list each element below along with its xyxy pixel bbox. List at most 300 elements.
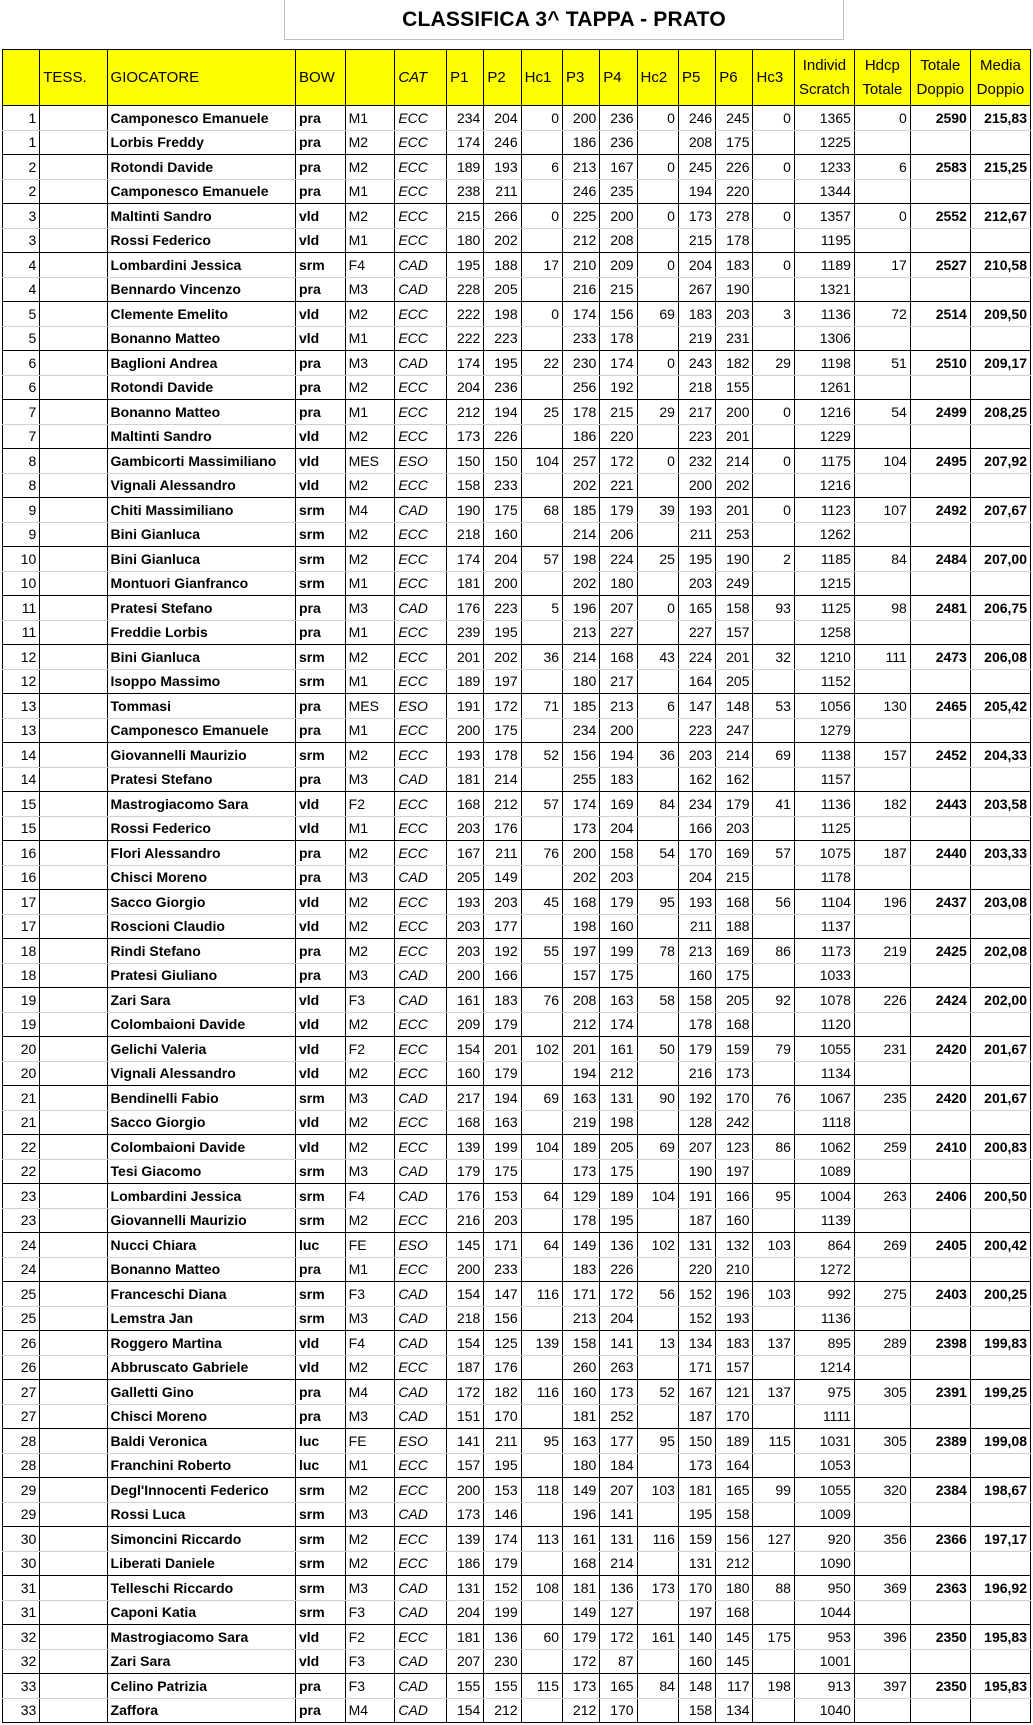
cell-media-doppio: [970, 1061, 1030, 1086]
cell-individ-scratch: 1123: [794, 498, 854, 523]
cell-media-doppio: [970, 1502, 1030, 1527]
cell-individ-scratch: 1344: [794, 179, 854, 204]
cell-p1: 181: [447, 1625, 484, 1650]
cell-rank: 30: [3, 1527, 40, 1552]
cell-class: F3: [345, 1649, 395, 1674]
cell-p2: 266: [484, 204, 521, 229]
cell-p1: 190: [447, 498, 484, 523]
cell-tess: [40, 1698, 107, 1723]
cell-p3: 157: [563, 963, 600, 988]
cell-media-doppio: 208,25: [970, 400, 1030, 425]
cell-individ-scratch: 1067: [794, 1086, 854, 1111]
cell-hc1: [521, 326, 562, 351]
cell-player-name: Baglioni Andrea: [107, 351, 295, 376]
cell-individ-scratch: 1210: [794, 645, 854, 670]
cell-player-name: Chisci Moreno: [107, 1404, 295, 1429]
cell-hc2: [637, 130, 678, 155]
cell-class: M2: [345, 743, 395, 768]
cell-tess: [40, 1576, 107, 1601]
cell-individ-scratch: 1001: [794, 1649, 854, 1674]
cell-hc1: 108: [521, 1576, 562, 1601]
cell-media-doppio: [970, 1404, 1030, 1429]
cell-hc1: [521, 767, 562, 792]
cell-individ-scratch: 1321: [794, 277, 854, 302]
cell-tess: [40, 1453, 107, 1478]
cell-rank: 5: [3, 302, 40, 327]
cell-p4: 175: [600, 1159, 637, 1184]
cell-p3: 216: [563, 277, 600, 302]
cell-p3: 158: [563, 1331, 600, 1356]
cell-hdcp-totale: [854, 620, 910, 645]
cell-bow: srm: [295, 669, 345, 694]
cell-rank: 1: [3, 130, 40, 155]
table-row: [3, 179, 1031, 204]
cell-hdcp-totale: 396: [854, 1625, 910, 1650]
cell-hc2: [637, 277, 678, 302]
cell-class: M3: [345, 596, 395, 621]
cell-p2: 179: [484, 1551, 521, 1576]
cell-p3: 212: [563, 1012, 600, 1037]
cell-bow: srm: [295, 1527, 345, 1552]
cell-hc3: [753, 1551, 794, 1576]
cell-p3: 183: [563, 1257, 600, 1282]
cell-p6: 158: [716, 596, 753, 621]
cell-hc2: [637, 1698, 678, 1723]
cell-class: M1: [345, 179, 395, 204]
cell-rank: 26: [3, 1331, 40, 1356]
cell-hc1: 102: [521, 1037, 562, 1062]
cell-hdcp-totale: 182: [854, 792, 910, 817]
cell-hdcp-totale: [854, 1159, 910, 1184]
cell-class: M2: [345, 302, 395, 327]
cell-individ-scratch: 1173: [794, 939, 854, 964]
cell-hdcp-totale: 259: [854, 1135, 910, 1160]
cell-p1: 154: [447, 1331, 484, 1356]
cell-player-name: Pratesi Stefano: [107, 596, 295, 621]
cell-class: M3: [345, 1404, 395, 1429]
cell-p3: 200: [563, 841, 600, 866]
cell-hc3: 88: [753, 1576, 794, 1601]
cell-tess: [40, 890, 107, 915]
cell-p6: 170: [716, 1086, 753, 1111]
cell-p1: 168: [447, 792, 484, 817]
cell-hc3: 56: [753, 890, 794, 915]
cell-p6: 145: [716, 1625, 753, 1650]
cell-class: M3: [345, 1502, 395, 1527]
cell-hdcp-totale: 226: [854, 988, 910, 1013]
cell-player-name: Bini Gianluca: [107, 645, 295, 670]
cell-player-name: Bini Gianluca: [107, 547, 295, 572]
cell-hdcp-totale: 305: [854, 1380, 910, 1405]
cell-media-doppio: [970, 228, 1030, 253]
cell-hc2: 103: [637, 1478, 678, 1503]
cell-hc3: [753, 424, 794, 449]
cell-player-name: Gelichi Valeria: [107, 1037, 295, 1062]
cell-class: F3: [345, 988, 395, 1013]
cell-p2: 182: [484, 1380, 521, 1405]
cell-bow: pra: [295, 694, 345, 719]
cell-p3: 173: [563, 1159, 600, 1184]
cell-p2: 200: [484, 571, 521, 596]
header-p1: P1: [447, 50, 484, 106]
cell-tess: [40, 1012, 107, 1037]
cell-hc3: 93: [753, 596, 794, 621]
cell-p6: 231: [716, 326, 753, 351]
cell-rank: 33: [3, 1674, 40, 1699]
cell-p4: 167: [600, 155, 637, 180]
cell-bow: pra: [295, 106, 345, 131]
cell-p3: 163: [563, 1086, 600, 1111]
cell-hc2: 78: [637, 939, 678, 964]
cell-tess: [40, 400, 107, 425]
cell-p4: 168: [600, 645, 637, 670]
cell-p6: 164: [716, 1453, 753, 1478]
table-row: [3, 1674, 1031, 1699]
cell-p5: 147: [678, 694, 715, 719]
cell-p4: 178: [600, 326, 637, 351]
cell-p2: 179: [484, 1061, 521, 1086]
cell-hc1: 64: [521, 1184, 562, 1209]
cell-individ-scratch: 1009: [794, 1502, 854, 1527]
cell-hdcp-totale: [854, 963, 910, 988]
cell-hc3: [753, 1649, 794, 1674]
cell-hc3: [753, 767, 794, 792]
cell-tess: [40, 449, 107, 474]
cell-player-name: Vignali Alessandro: [107, 473, 295, 498]
cell-p3: 212: [563, 1698, 600, 1723]
cell-p4: 156: [600, 302, 637, 327]
table-row: [3, 792, 1031, 817]
cell-cat: ECC: [395, 1551, 447, 1576]
cell-rank: 27: [3, 1380, 40, 1405]
cell-individ-scratch: 1215: [794, 571, 854, 596]
cell-hc2: [637, 1257, 678, 1282]
cell-p1: 193: [447, 890, 484, 915]
cell-p3: 185: [563, 694, 600, 719]
cell-hc1: 71: [521, 694, 562, 719]
cell-media-doppio: [970, 767, 1030, 792]
header-row: [3, 50, 1031, 106]
cell-media-doppio: 210,58: [970, 253, 1030, 278]
cell-totale-doppio: 2420: [910, 1037, 970, 1062]
header-individ-scratch: Individ Scratch: [794, 50, 854, 106]
cell-p3: 161: [563, 1527, 600, 1552]
cell-p5: 191: [678, 1184, 715, 1209]
cell-p5: 193: [678, 498, 715, 523]
cell-totale-doppio: 2465: [910, 694, 970, 719]
cell-media-doppio: 198,67: [970, 1478, 1030, 1503]
cell-p2: 214: [484, 767, 521, 792]
cell-rank: 16: [3, 841, 40, 866]
cell-p4: 214: [600, 1551, 637, 1576]
cell-hc2: [637, 473, 678, 498]
cell-p1: 222: [447, 326, 484, 351]
cell-hc3: [753, 1502, 794, 1527]
cell-tess: [40, 1159, 107, 1184]
cell-rank: 19: [3, 1012, 40, 1037]
cell-p1: 204: [447, 375, 484, 400]
cell-totale-doppio: [910, 669, 970, 694]
cell-p4: 199: [600, 939, 637, 964]
cell-totale-doppio: [910, 1306, 970, 1331]
cell-p4: 172: [600, 1282, 637, 1307]
cell-totale-doppio: 2350: [910, 1625, 970, 1650]
cell-p6: 189: [716, 1429, 753, 1454]
cell-class: M1: [345, 1453, 395, 1478]
cell-media-doppio: 206,08: [970, 645, 1030, 670]
cell-p3: 180: [563, 1453, 600, 1478]
cell-p6: 179: [716, 792, 753, 817]
cell-cat: ECC: [395, 522, 447, 547]
cell-p3: 160: [563, 1380, 600, 1405]
cell-rank: 19: [3, 988, 40, 1013]
cell-p3: 213: [563, 620, 600, 645]
cell-hc3: [753, 1355, 794, 1380]
cell-hc2: [637, 620, 678, 645]
cell-rank: 18: [3, 963, 40, 988]
cell-hc2: [637, 1061, 678, 1086]
table-row: [3, 1478, 1031, 1503]
cell-hc2: 84: [637, 1674, 678, 1699]
cell-hc3: 198: [753, 1674, 794, 1699]
cell-p4: 183: [600, 767, 637, 792]
cell-p5: 173: [678, 1453, 715, 1478]
cell-hc2: [637, 571, 678, 596]
cell-p4: 175: [600, 963, 637, 988]
cell-p5: 223: [678, 718, 715, 743]
cell-p2: 199: [484, 1600, 521, 1625]
cell-p1: 172: [447, 1380, 484, 1405]
cell-p5: 200: [678, 473, 715, 498]
cell-hc1: [521, 1110, 562, 1135]
cell-hdcp-totale: 104: [854, 449, 910, 474]
cell-p3: 208: [563, 988, 600, 1013]
cell-cat: ECC: [395, 1527, 447, 1552]
table-row: [3, 1282, 1031, 1307]
cell-p1: 139: [447, 1527, 484, 1552]
cell-class: F2: [345, 792, 395, 817]
cell-hc1: [521, 865, 562, 890]
cell-totale-doppio: 2405: [910, 1233, 970, 1258]
cell-hc3: 99: [753, 1478, 794, 1503]
table-row: [3, 106, 1031, 131]
cell-bow: srm: [295, 547, 345, 572]
cell-rank: 15: [3, 792, 40, 817]
cell-p1: 187: [447, 1355, 484, 1380]
cell-cat: ECC: [395, 1037, 447, 1062]
cell-player-name: Lombardini Jessica: [107, 253, 295, 278]
cell-hc3: 127: [753, 1527, 794, 1552]
cell-p2: 203: [484, 890, 521, 915]
cell-media-doppio: 212,67: [970, 204, 1030, 229]
cell-bow: srm: [295, 498, 345, 523]
cell-p1: 157: [447, 1453, 484, 1478]
cell-hc2: 6: [637, 694, 678, 719]
cell-tess: [40, 1355, 107, 1380]
cell-bow: vld: [295, 473, 345, 498]
cell-hdcp-totale: [854, 277, 910, 302]
cell-p2: 176: [484, 1355, 521, 1380]
cell-class: M3: [345, 1576, 395, 1601]
cell-rank: 21: [3, 1110, 40, 1135]
cell-p6: 249: [716, 571, 753, 596]
header-bow: BOW: [295, 50, 345, 106]
cell-p6: 201: [716, 498, 753, 523]
cell-p4: 252: [600, 1404, 637, 1429]
cell-p1: 150: [447, 449, 484, 474]
cell-p3: 213: [563, 1306, 600, 1331]
cell-p3: 202: [563, 571, 600, 596]
cell-cat: CAD: [395, 1380, 447, 1405]
cell-bow: srm: [295, 1306, 345, 1331]
cell-tess: [40, 375, 107, 400]
cell-hc1: 115: [521, 1674, 562, 1699]
cell-individ-scratch: 950: [794, 1576, 854, 1601]
cell-hc3: 2: [753, 547, 794, 572]
cell-bow: vld: [295, 449, 345, 474]
cell-p6: 155: [716, 375, 753, 400]
cell-individ-scratch: 1357: [794, 204, 854, 229]
cell-p5: 187: [678, 1208, 715, 1233]
cell-tess: [40, 669, 107, 694]
cell-hc1: 139: [521, 1331, 562, 1356]
cell-p5: 211: [678, 914, 715, 939]
cell-hc1: [521, 1502, 562, 1527]
cell-p2: 170: [484, 1404, 521, 1429]
cell-hc1: 95: [521, 1429, 562, 1454]
cell-p6: 226: [716, 155, 753, 180]
cell-p4: 209: [600, 253, 637, 278]
cell-bow: vld: [295, 890, 345, 915]
cell-p1: 174: [447, 547, 484, 572]
cell-media-doppio: [970, 130, 1030, 155]
cell-p6: 180: [716, 1576, 753, 1601]
cell-player-name: Camponesco Emanuele: [107, 179, 295, 204]
cell-player-name: Montuori Gianfranco: [107, 571, 295, 596]
cell-rank: 13: [3, 694, 40, 719]
cell-individ-scratch: 1136: [794, 792, 854, 817]
cell-bow: pra: [295, 596, 345, 621]
cell-hc2: 25: [637, 547, 678, 572]
cell-hc3: 0: [753, 204, 794, 229]
cell-hc1: [521, 1012, 562, 1037]
cell-individ-scratch: 1111: [794, 1404, 854, 1429]
cell-bow: pra: [295, 1404, 345, 1429]
cell-rank: 15: [3, 816, 40, 841]
cell-p5: 178: [678, 1012, 715, 1037]
cell-hc3: [753, 228, 794, 253]
cell-cat: ECC: [395, 914, 447, 939]
cell-hc3: 0: [753, 449, 794, 474]
cell-rank: 29: [3, 1478, 40, 1503]
cell-bow: srm: [295, 743, 345, 768]
cell-player-name: Chisci Moreno: [107, 865, 295, 890]
cell-tess: [40, 792, 107, 817]
cell-p4: 221: [600, 473, 637, 498]
cell-individ-scratch: 1004: [794, 1184, 854, 1209]
cell-p5: 148: [678, 1674, 715, 1699]
cell-p1: 145: [447, 1233, 484, 1258]
cell-hc2: [637, 1404, 678, 1429]
cell-class: M2: [345, 841, 395, 866]
header-p3: P3: [563, 50, 600, 106]
cell-p4: 172: [600, 449, 637, 474]
cell-p2: 212: [484, 1698, 521, 1723]
cell-hc3: 115: [753, 1429, 794, 1454]
cell-p2: 198: [484, 302, 521, 327]
cell-individ-scratch: 1136: [794, 302, 854, 327]
table-row: [3, 424, 1031, 449]
cell-totale-doppio: [910, 1257, 970, 1282]
cell-p4: 189: [600, 1184, 637, 1209]
cell-p5: 158: [678, 1698, 715, 1723]
cell-p6: 220: [716, 179, 753, 204]
cell-hc3: [753, 1208, 794, 1233]
cell-p6: 196: [716, 1282, 753, 1307]
cell-hdcp-totale: 305: [854, 1429, 910, 1454]
cell-hdcp-totale: 6: [854, 155, 910, 180]
cell-p2: 171: [484, 1233, 521, 1258]
cell-class: M1: [345, 620, 395, 645]
cell-player-name: Rossi Luca: [107, 1502, 295, 1527]
cell-p5: 179: [678, 1037, 715, 1062]
cell-media-doppio: 206,75: [970, 596, 1030, 621]
cell-p5: 215: [678, 228, 715, 253]
cell-hdcp-totale: [854, 1404, 910, 1429]
cell-hc3: [753, 669, 794, 694]
table-row: [3, 204, 1031, 229]
cell-individ-scratch: 1272: [794, 1257, 854, 1282]
cell-p1: 189: [447, 155, 484, 180]
cell-rank: 23: [3, 1208, 40, 1233]
cell-p1: 141: [447, 1429, 484, 1454]
cell-individ-scratch: 913: [794, 1674, 854, 1699]
cell-totale-doppio: 2389: [910, 1429, 970, 1454]
cell-player-name: Tommasi: [107, 694, 295, 719]
cell-hc2: [637, 963, 678, 988]
cell-p4: 169: [600, 792, 637, 817]
cell-p2: 146: [484, 1502, 521, 1527]
cell-p6: 158: [716, 1502, 753, 1527]
cell-hc3: [753, 816, 794, 841]
cell-cat: CAD: [395, 1159, 447, 1184]
cell-p4: 204: [600, 816, 637, 841]
cell-p1: 173: [447, 424, 484, 449]
cell-individ-scratch: 1262: [794, 522, 854, 547]
cell-hc3: 0: [753, 400, 794, 425]
cell-hc3: 0: [753, 253, 794, 278]
cell-player-name: Maltinti Sandro: [107, 204, 295, 229]
cell-bow: srm: [295, 571, 345, 596]
header-hc2: Hc2: [637, 50, 678, 106]
cell-bow: srm: [295, 1576, 345, 1601]
cell-hc2: 95: [637, 890, 678, 915]
cell-p4: 194: [600, 743, 637, 768]
cell-class: M2: [345, 939, 395, 964]
cell-p4: 207: [600, 596, 637, 621]
cell-hc1: [521, 375, 562, 400]
cell-player-name: Freddie Lorbis: [107, 620, 295, 645]
cell-hc2: 161: [637, 1625, 678, 1650]
cell-cat: CAD: [395, 1698, 447, 1723]
cell-p5: 162: [678, 767, 715, 792]
cell-hdcp-totale: 130: [854, 694, 910, 719]
cell-hc2: [637, 326, 678, 351]
cell-tess: [40, 694, 107, 719]
cell-p2: 211: [484, 179, 521, 204]
cell-cat: CAD: [395, 253, 447, 278]
cell-cat: ECC: [395, 890, 447, 915]
